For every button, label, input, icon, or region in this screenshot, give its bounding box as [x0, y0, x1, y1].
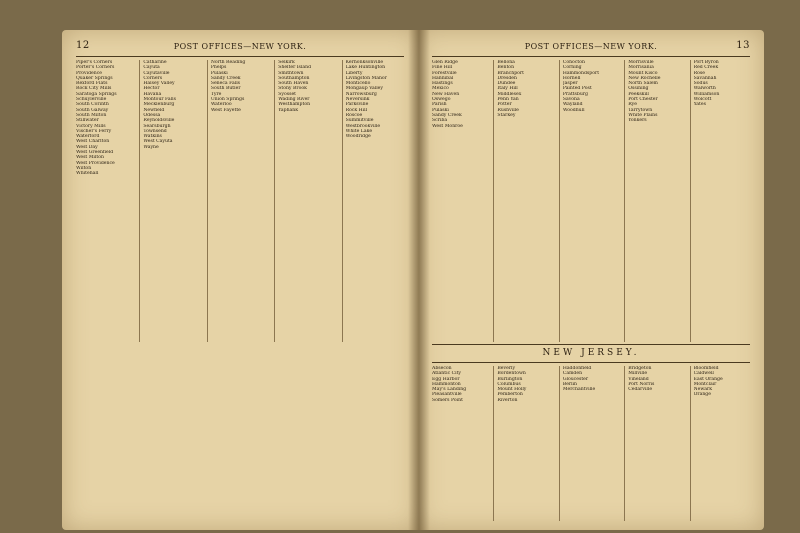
post-office-entry: Pleasantville — [432, 392, 462, 398]
post-office-entry: Fine Hill — [432, 65, 453, 71]
post-office-entry: North Salem — [628, 81, 658, 87]
post-office-entry: Mecklenburg — [143, 102, 175, 108]
post-office-entry: Absecon — [432, 366, 452, 371]
post-office-entry: Sandy Creek — [210, 75, 241, 81]
post-office-entry: Searsburgh — [143, 123, 171, 129]
right-page — [418, 30, 764, 530]
post-office-entry: Orange — [693, 392, 711, 398]
post-office-entry: Painted Post — [562, 86, 592, 92]
post-office-entry: Montour Falls — [143, 97, 176, 103]
post-office-entry: Lake Huntington — [345, 65, 386, 71]
post-office-entry: West Greenfield — [76, 150, 114, 156]
post-office-entry: Schuylerville — [76, 97, 107, 103]
post-office-entry: Savona — [562, 97, 580, 103]
post-office-column — [690, 366, 752, 521]
post-office-entry: Wayne — [143, 144, 159, 150]
left-columns — [76, 60, 406, 342]
post-office-entry: Porter's Corners — [76, 65, 115, 71]
post-office-entry: Wolcott — [693, 97, 712, 103]
post-office-entry: Saratoga Springs — [76, 91, 117, 97]
post-office-column — [559, 366, 621, 521]
post-office-entry: Syosset — [278, 91, 297, 97]
post-office-entry: Camden — [562, 371, 583, 377]
post-office-entry: Merchantville — [562, 387, 596, 393]
post-office-entry: Cohocton — [562, 60, 585, 65]
post-office-entry: Selkirk — [278, 60, 295, 65]
post-office-entry: Millville — [628, 371, 648, 377]
post-office-entry: Corners — [143, 75, 163, 81]
post-office-entry: Sandy Creek — [432, 112, 462, 118]
post-office-entry: South Corinth — [76, 102, 109, 108]
left-page-header — [76, 42, 404, 56]
post-office-entry: South Haven — [278, 81, 309, 87]
post-office-entry: Berlin — [562, 381, 577, 387]
post-office-entry: Burlington — [497, 376, 523, 382]
post-office-column — [624, 60, 686, 342]
post-office-entry: Forestville — [432, 70, 457, 76]
post-office-entry: Hastings — [432, 81, 453, 87]
post-office-entry: Atlantic City — [432, 371, 462, 377]
post-office-entry: Riverton — [497, 397, 518, 403]
post-office-entry: Beverly — [497, 366, 516, 371]
post-office-entry: Wading River — [278, 97, 310, 103]
post-office-entry: Vineland — [628, 376, 649, 382]
post-office-entry: Vischer's Ferry — [76, 128, 112, 134]
post-office-entry: Branchport — [497, 70, 524, 76]
post-office-entry: South Milton — [76, 112, 107, 118]
post-office-entry: Narrowsburg — [345, 91, 377, 97]
post-office-entry: Southampton — [278, 75, 310, 81]
post-office-entry: New Haven — [432, 91, 460, 97]
post-office-entry: Hornell — [562, 75, 581, 81]
post-office-entry: Port Norris — [628, 381, 655, 387]
post-office-entry: Woodhull — [562, 107, 585, 113]
post-office-entry: Walworth — [693, 86, 716, 92]
post-office-column — [139, 60, 203, 342]
post-office-entry: Waterloo — [210, 102, 232, 108]
post-office-entry: Union Springs — [210, 97, 245, 103]
post-office-entry: West Monroe — [432, 123, 463, 129]
post-office-entry: Egg Harbor — [432, 376, 460, 382]
post-office-entry: Hammonton — [432, 381, 461, 387]
post-office-entry: West Cayuta — [143, 139, 173, 145]
book-gutter — [408, 30, 430, 530]
post-office-entry: Caldwell — [693, 371, 714, 377]
right-page-number: 13 — [736, 40, 750, 51]
post-office-entry: Stillwater — [76, 118, 99, 124]
post-office-entry: Hannibal — [432, 75, 454, 81]
post-office-entry: Penn Yan — [497, 97, 519, 103]
post-office-column — [493, 60, 555, 342]
post-office-entry: Morrisania — [628, 65, 654, 71]
header-rule — [76, 56, 404, 57]
post-office-entry: Tyre — [210, 91, 222, 97]
post-office-entry: Corning — [562, 65, 582, 71]
post-office-entry: Rye — [628, 102, 637, 108]
post-office-entry: Reynoldsville — [143, 118, 175, 124]
left-page-number: 12 — [76, 40, 90, 51]
new-jersey-heading: NEW JERSEY. — [542, 348, 640, 358]
post-office-entry: Bordentown — [497, 371, 526, 377]
post-office-entry: Morrisville — [628, 60, 654, 65]
post-office-entry: Potter — [497, 102, 512, 108]
post-office-entry: Rock Hill — [345, 107, 368, 113]
post-office-entry: West Providence — [76, 160, 115, 166]
post-office-entry: Newark — [693, 387, 713, 393]
post-office-entry: Yates — [693, 102, 706, 108]
post-office-entry: Scriba — [432, 118, 448, 124]
post-office-entry: White Plains — [628, 112, 658, 118]
post-office-entry: Rexford Flats — [76, 81, 108, 87]
post-office-entry: Catharine — [143, 60, 167, 65]
post-office-entry: Yonkers — [628, 118, 647, 124]
post-office-entry: Red Creek — [693, 65, 719, 71]
post-office-entry: Wilton — [76, 165, 92, 171]
post-office-entry: Middlesex — [497, 91, 522, 97]
post-office-entry: White Lake — [345, 128, 373, 134]
post-office-entry: Piper's Corners — [76, 60, 113, 65]
post-office-entry: Mexico — [432, 86, 449, 92]
right-page-title: POST OFFICES—NEW YORK. — [524, 42, 658, 51]
post-office-entry: Haddonfield — [562, 366, 592, 371]
post-office-entry: Pulaski — [432, 107, 449, 113]
post-office-entry: Mount Holly — [497, 387, 527, 393]
post-office-column — [624, 366, 686, 521]
post-office-entry: Livingston Manor — [345, 75, 387, 81]
post-office-entry: West Fayette — [210, 107, 241, 113]
post-office-entry: Wayland — [562, 102, 583, 108]
new-jersey-columns — [432, 366, 752, 521]
post-office-entry: Westbrookville — [345, 123, 381, 129]
post-office-entry: Pemberton — [497, 392, 523, 398]
post-office-entry: Prattsburg — [562, 91, 588, 97]
post-office-entry: West Day — [76, 144, 98, 150]
post-office-entry: Rushville — [497, 107, 519, 113]
post-office-entry: Mongaup Valley — [345, 86, 383, 92]
post-office-entry: Glen Ridge — [432, 60, 458, 65]
post-office-entry: Cedarville — [628, 387, 653, 393]
post-office-entry: Columbus — [497, 381, 521, 387]
post-office-column — [274, 60, 338, 342]
post-office-entry: Odessa — [143, 112, 161, 118]
post-office-entry: Somers Point — [432, 397, 463, 403]
post-office-entry: Phelps — [210, 65, 227, 71]
post-office-entry: Stony Brook — [278, 86, 307, 92]
post-office-entry: Townsend — [143, 128, 167, 134]
post-office-entry: Yaphank — [278, 107, 299, 113]
post-office-entry: West Charlton — [76, 139, 110, 145]
post-office-column — [342, 60, 406, 342]
post-office-entry: Neversink — [345, 97, 370, 103]
post-office-entry: Benton — [497, 65, 515, 71]
post-office-column — [76, 60, 136, 342]
post-office-column — [432, 366, 490, 521]
open-book — [62, 0, 768, 533]
post-office-entry: Watkins — [143, 134, 162, 140]
post-office-entry: South Galway — [76, 107, 109, 113]
post-office-entry: Port Chester — [628, 97, 658, 103]
left-page-title: POST OFFICES—NEW YORK. — [173, 42, 307, 51]
right-page-header — [432, 42, 750, 56]
post-office-entry: Woodridge — [345, 134, 371, 140]
post-office-entry: Starkey — [497, 112, 516, 118]
left-page — [62, 30, 418, 530]
post-office-entry: Peekskill — [628, 91, 649, 97]
post-office-entry: Havana — [143, 91, 162, 97]
post-office-entry: Port Byron — [693, 60, 719, 65]
section-rule — [432, 362, 750, 363]
post-office-entry: Ossining — [628, 86, 649, 92]
post-office-entry: Summitville — [345, 118, 374, 124]
post-office-entry: Savannah — [693, 75, 717, 81]
post-office-entry: Italy Hill — [497, 86, 518, 92]
post-office-entry: Tarrytown — [628, 107, 653, 113]
post-office-entry: Whitehall — [76, 171, 99, 177]
post-office-entry: May's Landing — [432, 387, 467, 393]
post-office-entry: Montclair — [693, 381, 717, 387]
post-office-entry: Kerhonksonville — [345, 60, 384, 65]
post-office-column — [559, 60, 621, 342]
post-office-entry: Jasper — [562, 81, 578, 87]
post-office-entry: Victory Mills — [76, 123, 106, 129]
right-columns — [432, 60, 752, 342]
post-office-entry: Oswego — [432, 97, 451, 103]
post-office-entry: Newfield — [143, 107, 165, 113]
post-office-entry: Cayutaville — [143, 70, 170, 76]
post-office-entry: Providence — [76, 70, 103, 76]
post-office-entry: East Orange — [693, 376, 723, 382]
post-office-entry: Dresden — [497, 75, 517, 81]
post-office-entry: Shelter Island — [278, 65, 312, 71]
post-office-entry: Hector — [143, 86, 160, 92]
post-office-entry: New Rochelle — [628, 75, 661, 81]
header-rule — [432, 56, 750, 57]
section-rule — [432, 344, 750, 345]
post-office-entry: Bloomfield — [693, 366, 719, 371]
post-office-column — [207, 60, 271, 342]
post-office-entry: North Reading — [210, 60, 246, 65]
post-office-entry: Parksville — [345, 102, 369, 108]
post-office-column — [432, 60, 490, 342]
post-office-entry: Quaker Springs — [76, 75, 113, 81]
post-office-entry: Pulaski — [210, 70, 228, 76]
post-office-entry: Williamson — [693, 91, 720, 97]
post-office-entry: Parish — [432, 102, 447, 108]
post-office-entry: West Milton — [76, 155, 104, 161]
post-office-entry: Smithtown — [278, 70, 304, 76]
post-office-entry: Mount Kisco — [628, 70, 658, 76]
post-office-entry: South Butler — [210, 86, 241, 92]
post-office-entry: Rose — [693, 70, 705, 76]
post-office-entry: Sodus — [693, 81, 708, 87]
post-office-entry: Cayuta — [143, 65, 160, 71]
post-office-entry: Liberty — [345, 70, 363, 76]
post-office-entry: Waterford — [76, 134, 100, 140]
post-office-entry: Hammondsport — [562, 70, 600, 76]
post-office-entry: Roscoe — [345, 112, 363, 118]
post-office-entry: Bridgeton — [628, 366, 652, 371]
post-office-entry: Dundee — [497, 81, 516, 87]
post-office-entry: Bellona — [497, 60, 515, 65]
post-office-entry: Gloucester — [562, 376, 589, 382]
post-office-entry: Westhampton — [278, 102, 311, 108]
post-office-column — [690, 60, 752, 342]
post-office-column — [493, 366, 555, 521]
post-office-entry: Seneca Falls — [210, 81, 241, 87]
post-office-entry: Rock City Mills — [76, 86, 112, 92]
post-office-entry: Halsey Valley — [143, 81, 175, 87]
post-office-entry: Monticello — [345, 81, 371, 87]
